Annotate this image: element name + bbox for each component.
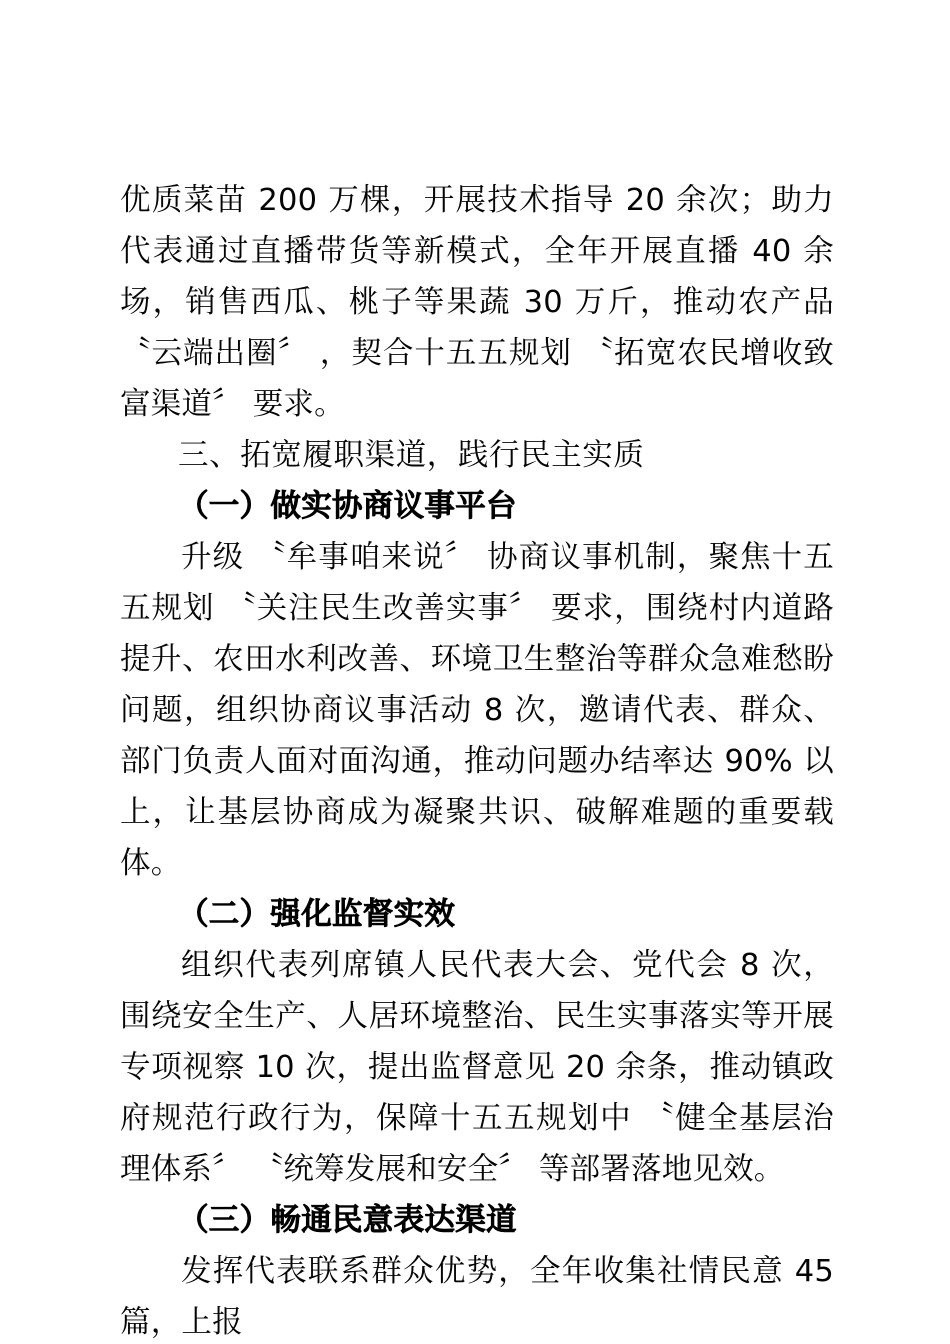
subheading-one-consultation-platform: （一）做实协商议事平台 <box>178 489 517 524</box>
subheading-two-supervision: （二）强化监督实效 <box>178 897 456 932</box>
subheading-three-public-opinion: （三）畅通民意表达渠道 <box>178 1203 517 1238</box>
document-body <box>120 175 844 1344</box>
section-heading-three: 三、拓宽履职渠道，践行民主实质 <box>178 438 645 473</box>
paragraph-two-body: 组织代表列席镇人民代表大会、党代会 8 次，围绕安全生产、人居环境整治、民生实事落实等开展专项视察 10 次，提出监督意见 20 余条，推动镇政府规范行政行为，保障十五五规划中 〝健全基层治理体系〞 〝统筹发展和安全〞 等部署落地见效。 <box>120 948 834 1187</box>
paragraph-agriculture-continuation: 优质菜苗 200 万棵，开展技术指导 20 余次；助力代表通过直播带货等新模式，全年开展直播 40 余场，销售西瓜、桃子等果蔬 30 万斤，推动农产品 〝云端出圈〞 ，契合十五五规划 〝拓宽农民增收致富渠道〞 要求。 <box>120 183 844 422</box>
paragraph-one-body: 升级 〝牟事咱来说〞 协商议事机制，聚焦十五五规划 〝关注民生改善实事〞 要求，围绕村内道路提升、农田水利改善、环境卫生整治等群众急难愁盼问题，组织协商议事活动 8 次，邀请代表、群众、部门负责人面对面沟通，推动问题办结率达 90% 以上，让基层协商成为凝聚共识、破解难题的重要载体。 <box>120 540 834 881</box>
paragraph-three-body: 发挥代表联系群众优势，全年收集社情民意 45 篇，上报 <box>120 1254 844 1340</box>
